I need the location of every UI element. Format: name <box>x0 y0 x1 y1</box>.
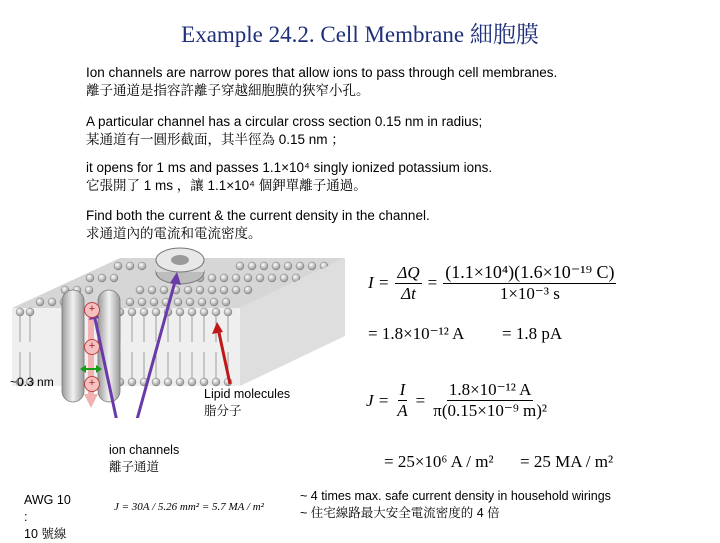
ion-channel-label-zh: 離子通道 <box>109 460 160 474</box>
membrane-illustration <box>0 238 360 418</box>
density-lhs: J = <box>366 390 390 410</box>
current-numerator: (1.1×10⁴)(1.6×10⁻¹⁹ C) <box>445 262 615 282</box>
potassium-ion-2: + <box>84 339 100 355</box>
paragraph-2 <box>86 113 482 149</box>
awg-label-3: 10 號線 <box>24 527 67 541</box>
density-i: I <box>399 380 406 399</box>
density-a: A <box>397 401 408 420</box>
current-lhs: I = <box>368 273 390 292</box>
lipid-label-zh: 脂分子 <box>204 404 242 418</box>
channel-width-label: ~0.3 nm <box>10 375 54 389</box>
paragraph-2-en: A particular channel has a circular cross section 0.15 nm in radius; <box>86 114 483 129</box>
ion-channel-label-en: ion channels <box>109 443 180 457</box>
density-numerator: 1.8×10⁻¹² A <box>448 380 532 399</box>
density-value-ma: = 25 MA / m² <box>520 452 614 471</box>
delta-t: Δt <box>401 283 416 303</box>
potassium-ion-3: + <box>84 376 100 392</box>
current-denominator: 1×10⁻³ s <box>499 284 560 303</box>
current-value: = 1.8×10⁻¹² A <box>368 324 465 343</box>
density-equation <box>366 380 549 421</box>
awg-equation: J = 30A / 5.26 mm² = 5.7 MA / m² <box>114 501 264 513</box>
channel-protein-left <box>62 290 84 402</box>
paragraph-1-zh: 離子通道是指容許離子穿越細胞膜的狹窄小孔。 <box>86 83 370 98</box>
awg-label-1: AWG 10 <box>24 493 71 507</box>
lipid-label-en: Lipid molecules <box>204 387 291 401</box>
equals-sign: = <box>427 273 438 292</box>
current-equation <box>368 262 616 304</box>
page-title: Example 24.2. Cell Membrane 細胞膜 <box>181 22 539 47</box>
paragraph-2-zh: 某通道有一圓形截面，其半徑為 0.15 nm ； <box>86 132 345 147</box>
current-value-pa: = 1.8 pA <box>502 324 563 343</box>
awg-label <box>24 492 71 543</box>
density-value: = 25×10⁶ A / m² <box>384 452 494 471</box>
paragraph-3-en: it opens for 1 ms and passes 1.1×10⁴ singly ionized potassium ions. <box>86 160 493 175</box>
paragraph-3 <box>86 159 492 195</box>
paragraph-4-en: Find both the current & the current density in the channel. <box>86 208 430 223</box>
equals-sign-2: = <box>415 390 426 410</box>
paragraph-4-zh: 求通道內的電流和電流密度。 <box>86 226 262 241</box>
ion-channel-label <box>109 442 179 476</box>
density-denominator: π(0.15×10⁻⁹ m)² <box>433 401 547 420</box>
lipid-label <box>204 386 290 420</box>
footnote <box>300 488 611 522</box>
paragraph-1 <box>86 64 557 100</box>
paragraph-1-en: Ion channels are narrow pores that allow ions to pass through cell membranes. <box>86 65 558 80</box>
delta-q: ΔQ <box>397 262 420 282</box>
potassium-ion-1: + <box>84 302 100 318</box>
paragraph-3-zh: 它張開了 1 ms ，讓 1.1×10⁴ 個鉀單離子通過。 <box>86 178 367 193</box>
footnote-zh: ~ 住宅線路最大安全電流密度的 4 倍 <box>300 506 500 520</box>
footnote-en: ~ 4 times max. safe current density in household wirings <box>300 489 611 503</box>
awg-label-2: : <box>24 510 28 524</box>
